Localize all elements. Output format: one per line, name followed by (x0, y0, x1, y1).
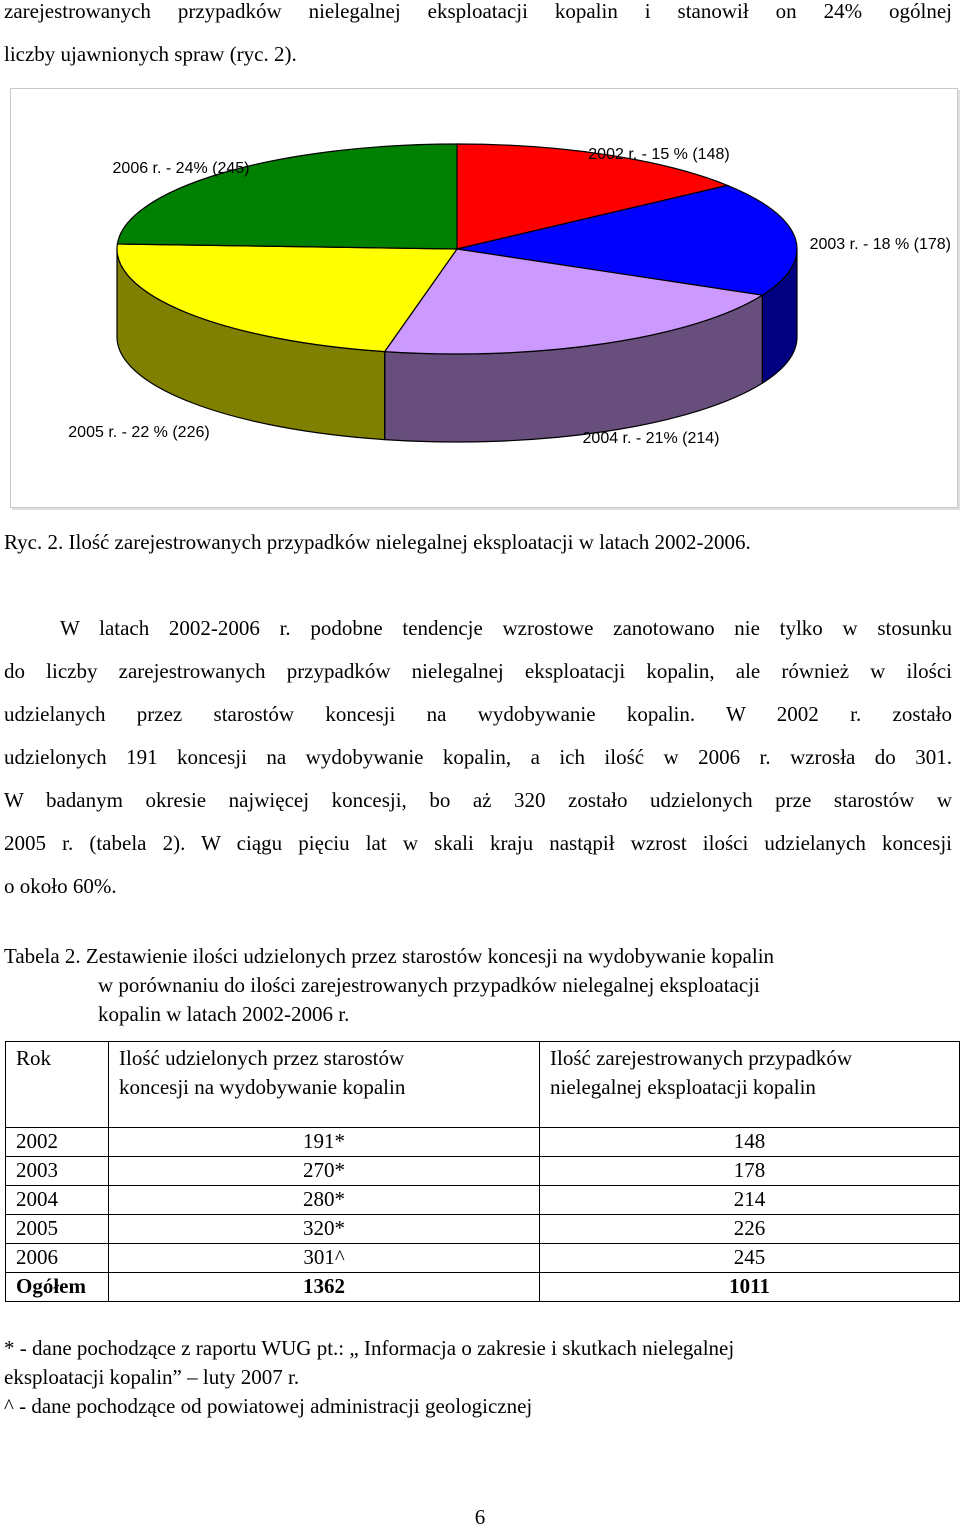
header-year: Rok (6, 1042, 109, 1128)
table-caption-line-1: Tabela 2. Zestawienie ilości udzielonych przez starostów koncesji na wydobywanie kopalin (4, 944, 775, 968)
table-header-row (6, 1042, 960, 1128)
table-row (6, 1157, 960, 1186)
pie-label-2002: 2002 r. - 15 % (148) (588, 146, 730, 163)
cell-total-cases: 1011 (540, 1273, 960, 1302)
pie-label-2006: 2006 r. - 24% (245) (112, 160, 250, 177)
table-row (6, 1128, 960, 1157)
cell-cases: 226 (540, 1215, 960, 1244)
cell-concessions: 191* (109, 1128, 540, 1157)
table-row (6, 1215, 960, 1244)
table-row (6, 1244, 960, 1273)
table-caption-line-2: w porównaniu do ilości zarejestrowanych przypadków nielegalnej eksploatacji (98, 973, 760, 997)
cell-year: 2003 (6, 1157, 109, 1186)
cell-total-label: Ogółem (6, 1273, 109, 1302)
footnotes (4, 1334, 734, 1421)
cell-cases: 245 (540, 1244, 960, 1273)
data-table (5, 1041, 960, 1302)
header-concessions-line-2: koncesji na wydobywanie kopalin (119, 1075, 406, 1099)
footnote-line-3: ^ - dane pochodzące od powiatowej administracji geologicznej (4, 1394, 533, 1418)
paragraph-line: o około 60%. (4, 874, 117, 898)
header-cases (540, 1042, 960, 1128)
cell-year: 2006 (6, 1244, 109, 1273)
paragraph-line: W latach 2002-2006 r. podobne tendencje wzrostowe zanotowano nie tylko w stosunku (60, 616, 952, 640)
cell-cases: 178 (540, 1157, 960, 1186)
header-concessions-line-1: Ilość udzielonych przez starostów (119, 1046, 405, 1070)
cell-concessions: 320* (109, 1215, 540, 1244)
figure-caption: Ryc. 2. Ilość zarejestrowanych przypadków nielegalnej eksploatacji w latach 2002-2006. (4, 530, 751, 554)
pie-chart-svg (11, 89, 957, 507)
paragraph-line: udzielonych 191 koncesji na wydobywanie kopalin, a ich ilość w 2006 r. wzrosła do 301. (4, 745, 952, 769)
main-paragraph (4, 607, 952, 908)
header-cases-line-1: Ilość zarejestrowanych przypadków (550, 1046, 853, 1070)
table-caption-line-3: kopalin w latach 2002-2006 r. (98, 1002, 350, 1026)
cell-concessions: 270* (109, 1157, 540, 1186)
cell-year: 2004 (6, 1186, 109, 1215)
table-total-row (6, 1273, 960, 1302)
cell-concessions: 280* (109, 1186, 540, 1215)
header-concessions (109, 1042, 540, 1128)
paragraph-line: W badanym okresie najwięcej koncesji, bo aż 320 zostało udzielonych prze starostów w (4, 788, 952, 812)
cell-total-concessions: 1362 (109, 1273, 540, 1302)
paragraph-line: 2005 r. (tabela 2). W ciągu pięciu lat w skali kraju nastąpił wzrost ilości udzielanych koncesji (4, 831, 952, 855)
footnote-line-2: eksploatacji kopalin” – luty 2007 r. (4, 1365, 300, 1389)
header-cases-line-2: nielegalnej eksploatacji kopalin (550, 1075, 816, 1099)
intro-paragraph (4, 0, 952, 76)
paragraph-line: udzielanych przez starostów koncesji na wydobywanie kopalin. W 2002 r. zostało (4, 702, 952, 726)
pie-label-2004: 2004 r. - 21% (214) (582, 430, 720, 447)
table-caption (4, 942, 944, 1029)
cell-cases: 214 (540, 1186, 960, 1215)
cell-cases: 148 (540, 1128, 960, 1157)
paragraph-line: do liczby zarejestrowanych przypadków nielegalnej eksploatacji kopalin, ale również w ilości (4, 659, 952, 683)
intro-line-2: liczby ujawnionych spraw (ryc. 2). (4, 42, 297, 66)
cell-year: 2002 (6, 1128, 109, 1157)
pie-label-2005: 2005 r. - 22 % (226) (68, 424, 210, 441)
pie-label-2003: 2003 r. - 18 % (178) (809, 236, 951, 253)
cell-year: 2005 (6, 1215, 109, 1244)
table-row (6, 1186, 960, 1215)
page-number: 6 (474, 1505, 486, 1529)
footnote-line-1: * - dane pochodzące z raportu WUG pt.: „ Informacja o zakresie i skutkach nielegalnej (4, 1336, 735, 1360)
cell-concessions: 301^ (109, 1244, 540, 1273)
pie-chart (10, 88, 958, 508)
intro-line-1: zarejestrowanych przypadków nielegalnej eksploatacji kopalin i stanowił on 24% ogólnej (4, 0, 952, 23)
